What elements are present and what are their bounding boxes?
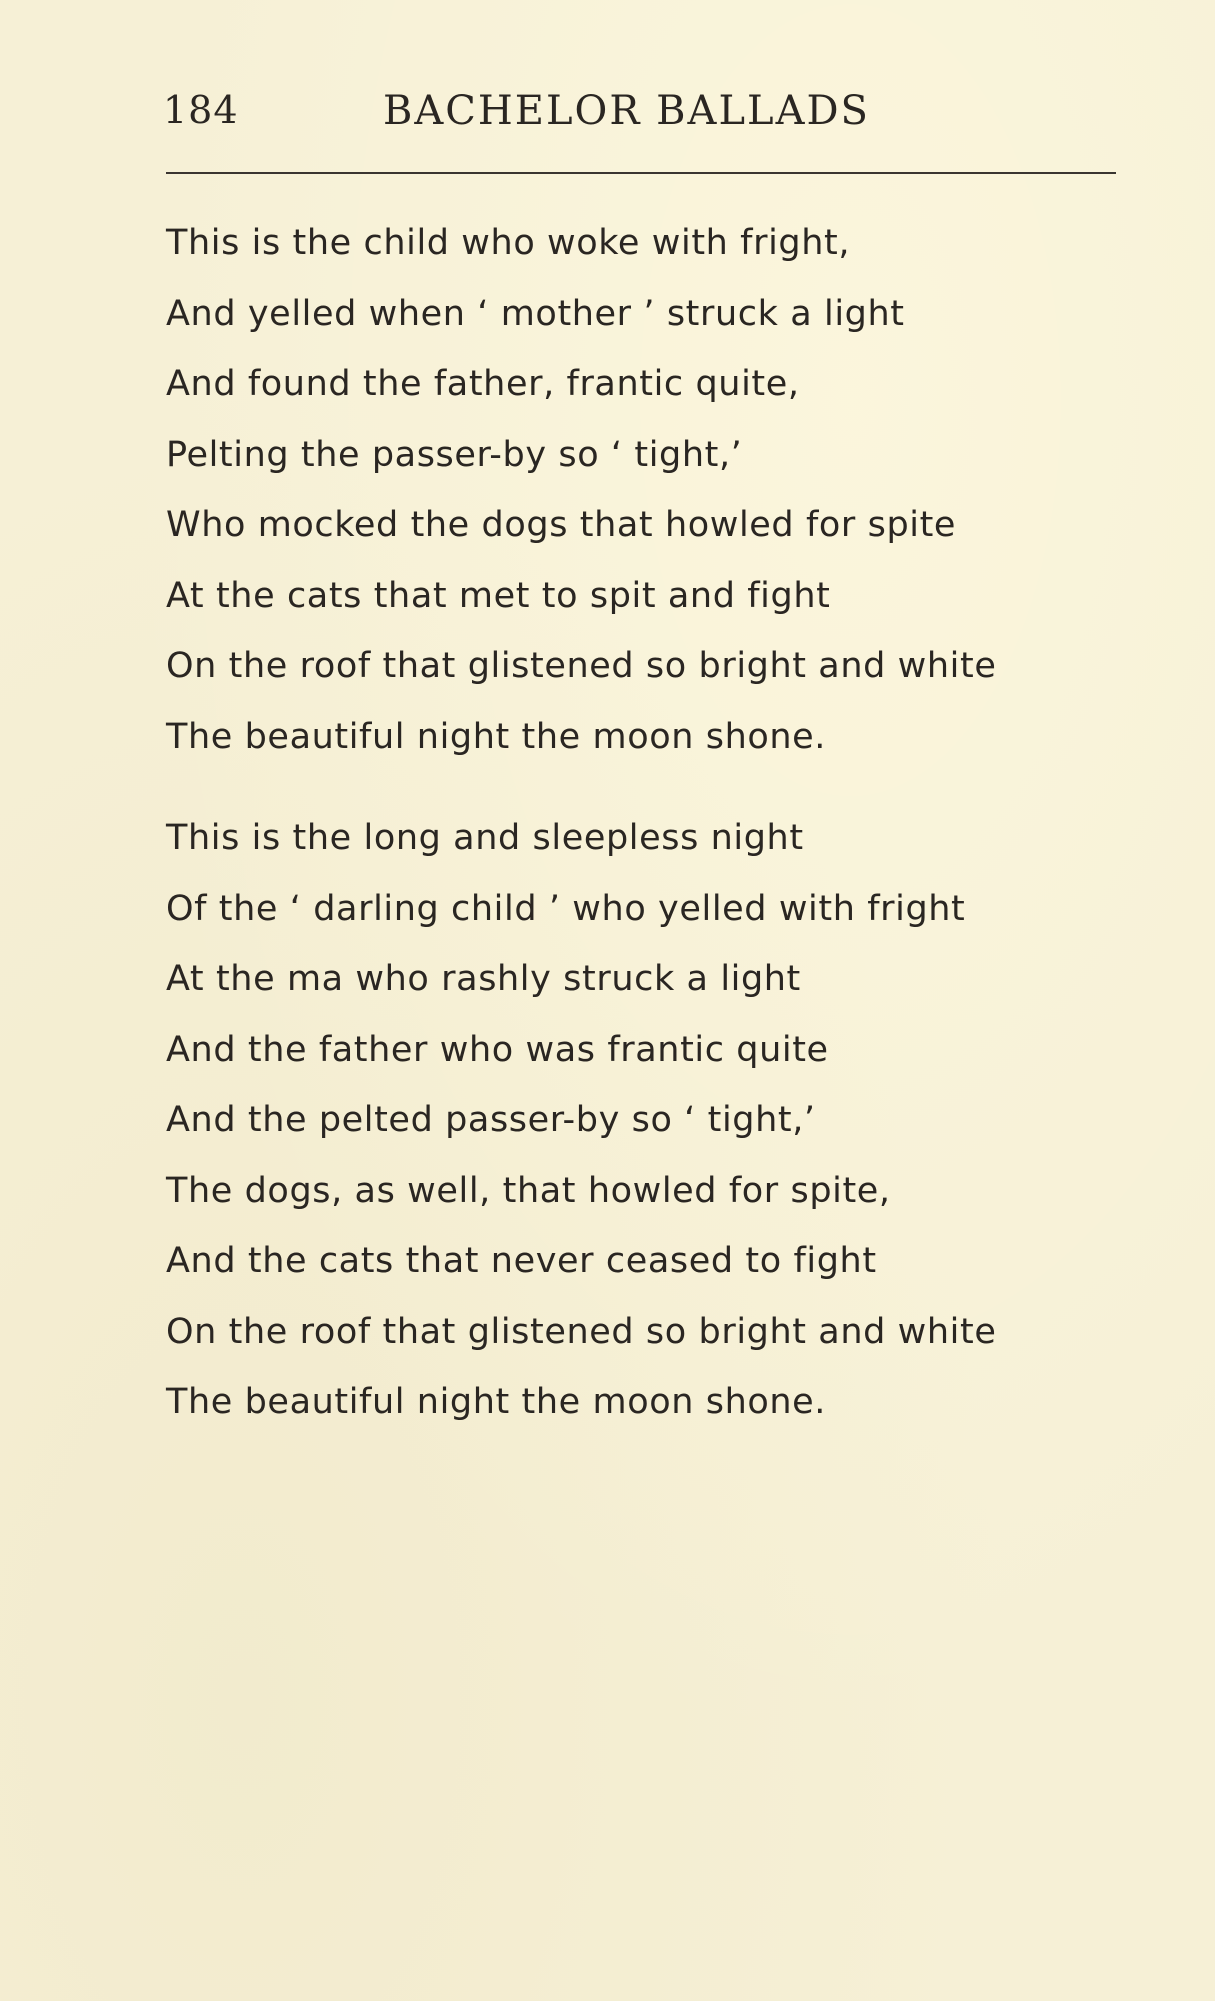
poem-line: This is the child who woke with fright, — [166, 223, 851, 263]
stanza-2 — [166, 803, 1126, 1438]
poem-line: At the cats that met to spit and fight — [166, 575, 831, 616]
poem-line: And the pelted passer-by so ‘ tight,’ — [166, 1100, 816, 1140]
poem-line: On the roof that glistened so bright and white — [166, 646, 997, 686]
poem-line: The dogs, as well, that howled for spite, — [166, 1170, 891, 1211]
page-number: 184 — [163, 88, 239, 132]
running-head — [163, 88, 1118, 148]
running-title: BACHELOR BALLADS — [383, 88, 870, 134]
poem-line: And the father who was frantic quite — [166, 1029, 829, 1070]
poem — [166, 208, 1126, 1469]
poem-line: The beautiful night the moon shone. — [166, 716, 827, 757]
poem-line: At the ma who rashly struck a light — [166, 959, 801, 999]
poem-line: This is the long and sleepless night — [166, 818, 804, 858]
poem-line: Who mocked the dogs that howled for spite — [166, 505, 957, 545]
poem-line: Of the ‘ darling child ’ who yelled with fright — [166, 888, 966, 929]
poem-line: And found the father, frantic quite, — [166, 364, 800, 404]
poem-line: And the cats that never ceased to fight — [166, 1241, 877, 1281]
poem-line: On the roof that glistened so bright and white — [166, 1311, 997, 1352]
poem-line: And yelled when ‘ mother ’ struck a light — [166, 293, 905, 334]
stanza-1 — [166, 208, 1126, 772]
poem-line: The beautiful night the moon shone. — [166, 1382, 827, 1422]
header-rule — [166, 172, 1116, 174]
poem-line: Pelting the passer-by so ‘ tight,’ — [166, 434, 743, 475]
